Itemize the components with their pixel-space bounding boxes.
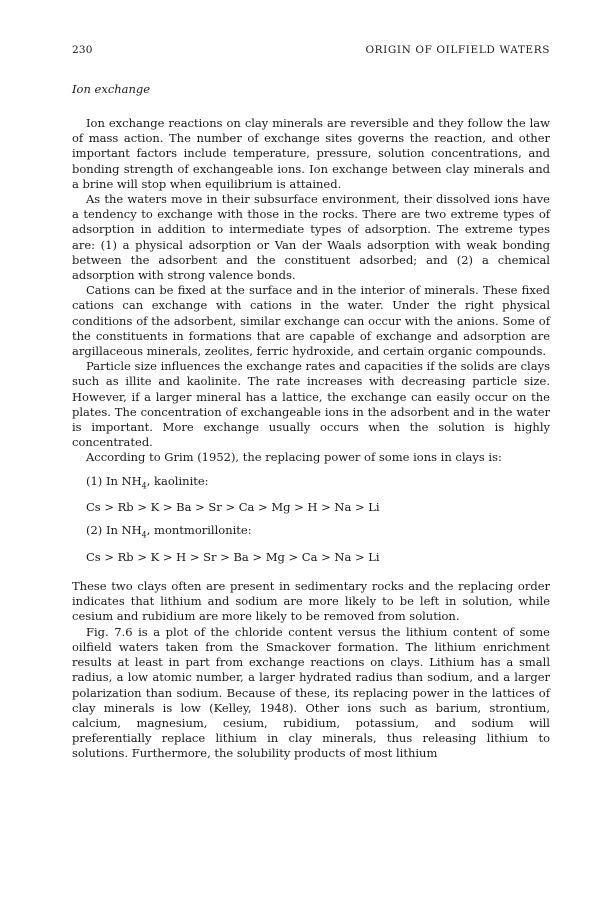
paragraph: Particle size influences the exchange rates and capacities if the solids are clays such as illite and kaolinite. The rate increases with decreasing particle size. However, if a larger mineral has a lattice, the exchange can easily occur on the plates. The concentration of exchangeable ions in the adsorbent and in the water is important. More exchange usually occurs when the solution is highly concentrated.: [72, 359, 550, 450]
paragraph: Cations can be fixed at the surface and in the interior of minerals. These fixed cations can exchange with cations in the water. Under the right physical conditions of the adsorbent, similar exchange can occur with the anions. Some of the constituents in formations that are capable of exchange and adsorption are argillaceous minerals, zeolites, ferric hydroxide, and certain organic compounds.: [72, 283, 550, 359]
paragraph: As the waters move in their subsurface environment, their dissolved ions have a tendency to exchange with those in the rocks. There are two extreme types of adsorption in addition to intermediate types of adsorption. The extreme types are: (1) a physical adsorption or Van der Waals adsorption with weak bonding between the adsorbent and the constituent adsorbed; and (2) a chemical adsorption with strong valence bonds.: [72, 192, 550, 283]
paragraph: According to Grim (1952), the replacing power of some ions in clays is:: [86, 450, 502, 465]
paragraph: Ion exchange reactions on clay minerals are reversible and they follow the law of mass action. The number of exchange sites governs the reaction, and other important factors include temperature, pressure, solution concentrations, and bonding strength of exchangeable ions. Ion exchange between clay minerals and a brine will stop when equilibrium is attained.: [72, 116, 550, 191]
kaolinite-replacing-order: Cs > Rb > K > Ba > Sr > Ca > Mg > H > Na > Li: [86, 500, 380, 515]
montmorillonite-replacing-order: Cs > Rb > K > H > Sr > Ba > Mg > Ca > Na > Li: [86, 549, 380, 564]
running-header: [72, 44, 550, 60]
body-text: [72, 116, 550, 762]
montmorillonite-label: (2) In $NH_4$, montmorillonite:: [86, 523, 252, 540]
section-title: Ion exchange: [72, 82, 151, 96]
kaolinite-label: (1) In $NH_4$, kaolinite:: [86, 473, 209, 490]
paragraph: These two clays often are present in sedimentary rocks and the replacing order indicates that lithium and sodium are more likely to be left in solution, while cesium and rubidium are more likely to be removed from solution.: [72, 579, 550, 624]
page-number: 230: [72, 44, 93, 56]
paragraph: Fig. 7.6 is a plot of the chloride content versus the lithium content of some oilfield waters taken from the Smackover formation. The lithium enrichment results at least in part from exchange reactions on clays. Lithium has a small radius, a low atomic number, a larger hydrated radius than sodium, and a larger polarization than sodium. Because of these, its replacing power in the lattices of clay minerals is low (Kelley, 1948). Other ions such as barium, strontium, calcium, magnesium, cesium, rubidium, potassium, and sodium will preferentially replace lithium in clay minerals, thus releasing lithium to solutions. Furthermore, the solubility products of most lithium: [72, 624, 550, 761]
running-title: ORIGIN OF OILFIELD WATERS: [365, 44, 550, 56]
